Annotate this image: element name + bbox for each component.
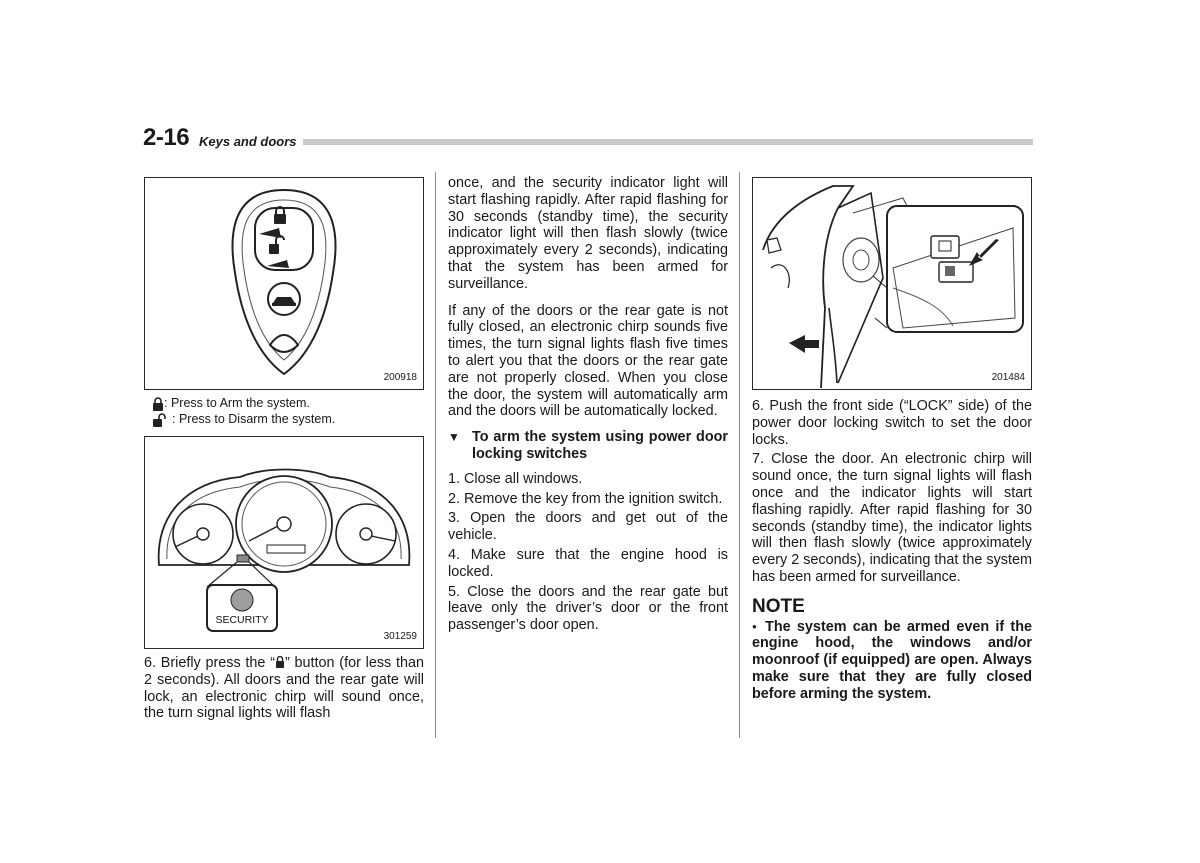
paragraph-not-closed: If any of the doors or the rear gate is not fully closed, an electronic chirp sounds five times, the turn signal lights flash five times to alert you that the doors or the rear gate are not properly closed. When you close the door, the system will automatically arm and the doors will be automatically locked. <box>448 302 728 420</box>
column-1 <box>144 655 424 722</box>
figure-number: 201484 <box>991 372 1025 383</box>
column-divider-1 <box>435 172 436 738</box>
note-text: The system can be armed even if the engine hood, the windows and/or moonroof (if equipped) are open. Always make sure that they are fully closed before arming the system. <box>752 618 1032 702</box>
security-indicator-light <box>237 555 249 562</box>
column-divider-2 <box>739 172 740 738</box>
note-body <box>752 619 1032 703</box>
caption-arm <box>152 395 310 411</box>
caption-arm-text: : Press to Arm the system. <box>164 396 310 410</box>
step-1: 1. Close all windows. <box>448 470 583 487</box>
step-6-arm-part-2: ” button (for less than 2 seconds). All doors and the rear gate will lock, an electronic chirp will sound once, the turn signal lights will flash <box>144 655 425 722</box>
section-title: Keys and doors <box>199 134 297 149</box>
unlock-icon <box>152 413 172 427</box>
page-number: 2-16 <box>143 124 190 151</box>
door-lock-switch-illustration <box>753 178 1031 389</box>
step-6-arm-part-1: 6. Briefly press the “ <box>144 655 275 671</box>
figure-number: 301259 <box>383 631 417 642</box>
subsection-heading-text: To arm the system using power door locking switches <box>472 429 728 462</box>
figure-number: 200918 <box>383 372 417 383</box>
step-6-arm <box>144 655 424 722</box>
column-2 <box>448 175 728 634</box>
doorlock-figure <box>752 177 1032 390</box>
note-title: NOTE <box>752 595 805 617</box>
triangle-marker-icon: ▼ <box>448 430 460 445</box>
window-lock-switch <box>931 236 959 258</box>
door-lock-switch <box>939 262 973 282</box>
step-2: 2. Remove the key from the ignition switch. <box>448 490 723 507</box>
keyfob-figure <box>144 177 424 390</box>
subsection-heading <box>448 429 728 463</box>
lock-icon <box>275 656 285 668</box>
page-header <box>143 124 1033 154</box>
step-7-close-door: 7. Close the door. An electronic chirp will sound once, the turn signal lights will flash once and the indicator lights will start flashing rapidly. After rapid flashing for 30 seconds (standby time), the indicator lights will then flash slowly (twice approximately every 2 seconds), indicating that the system has been armed for surveillance. <box>752 451 1032 585</box>
step-6-push-lock: 6. Push the front side (“LOCK” side) of the power door locking switch to set the door locks. <box>752 398 1032 448</box>
column-3 <box>752 398 1032 703</box>
arrow-icon <box>789 335 819 353</box>
step-4: 4. Make sure that the engine hood is locked. <box>448 546 728 580</box>
bullet-icon: ● <box>752 621 760 631</box>
step-5: 5. Close the doors and the rear gate but leave only the driver’s door or the front passenger’s door open. <box>448 583 728 634</box>
step-3: 3. Open the doors and get out of the vehicle. <box>448 510 728 544</box>
lock-icon <box>152 397 164 411</box>
keyfob-illustration <box>145 178 423 389</box>
caption-disarm-text: : Press to Disarm the system. <box>172 412 336 426</box>
instrument-cluster-illustration <box>145 437 423 648</box>
paragraph-armed: once, and the security indicator light will start flashing rapidly. After rapid flashing for 30 seconds (standby time), the security indicator light will then flash slowly (twice approximately every 2 seconds), indicating that the system has been armed for surveillance. <box>448 175 728 292</box>
cluster-figure <box>144 436 424 649</box>
security-label: SECURITY <box>215 614 269 626</box>
header-rule <box>303 139 1033 145</box>
caption-disarm <box>152 411 335 427</box>
